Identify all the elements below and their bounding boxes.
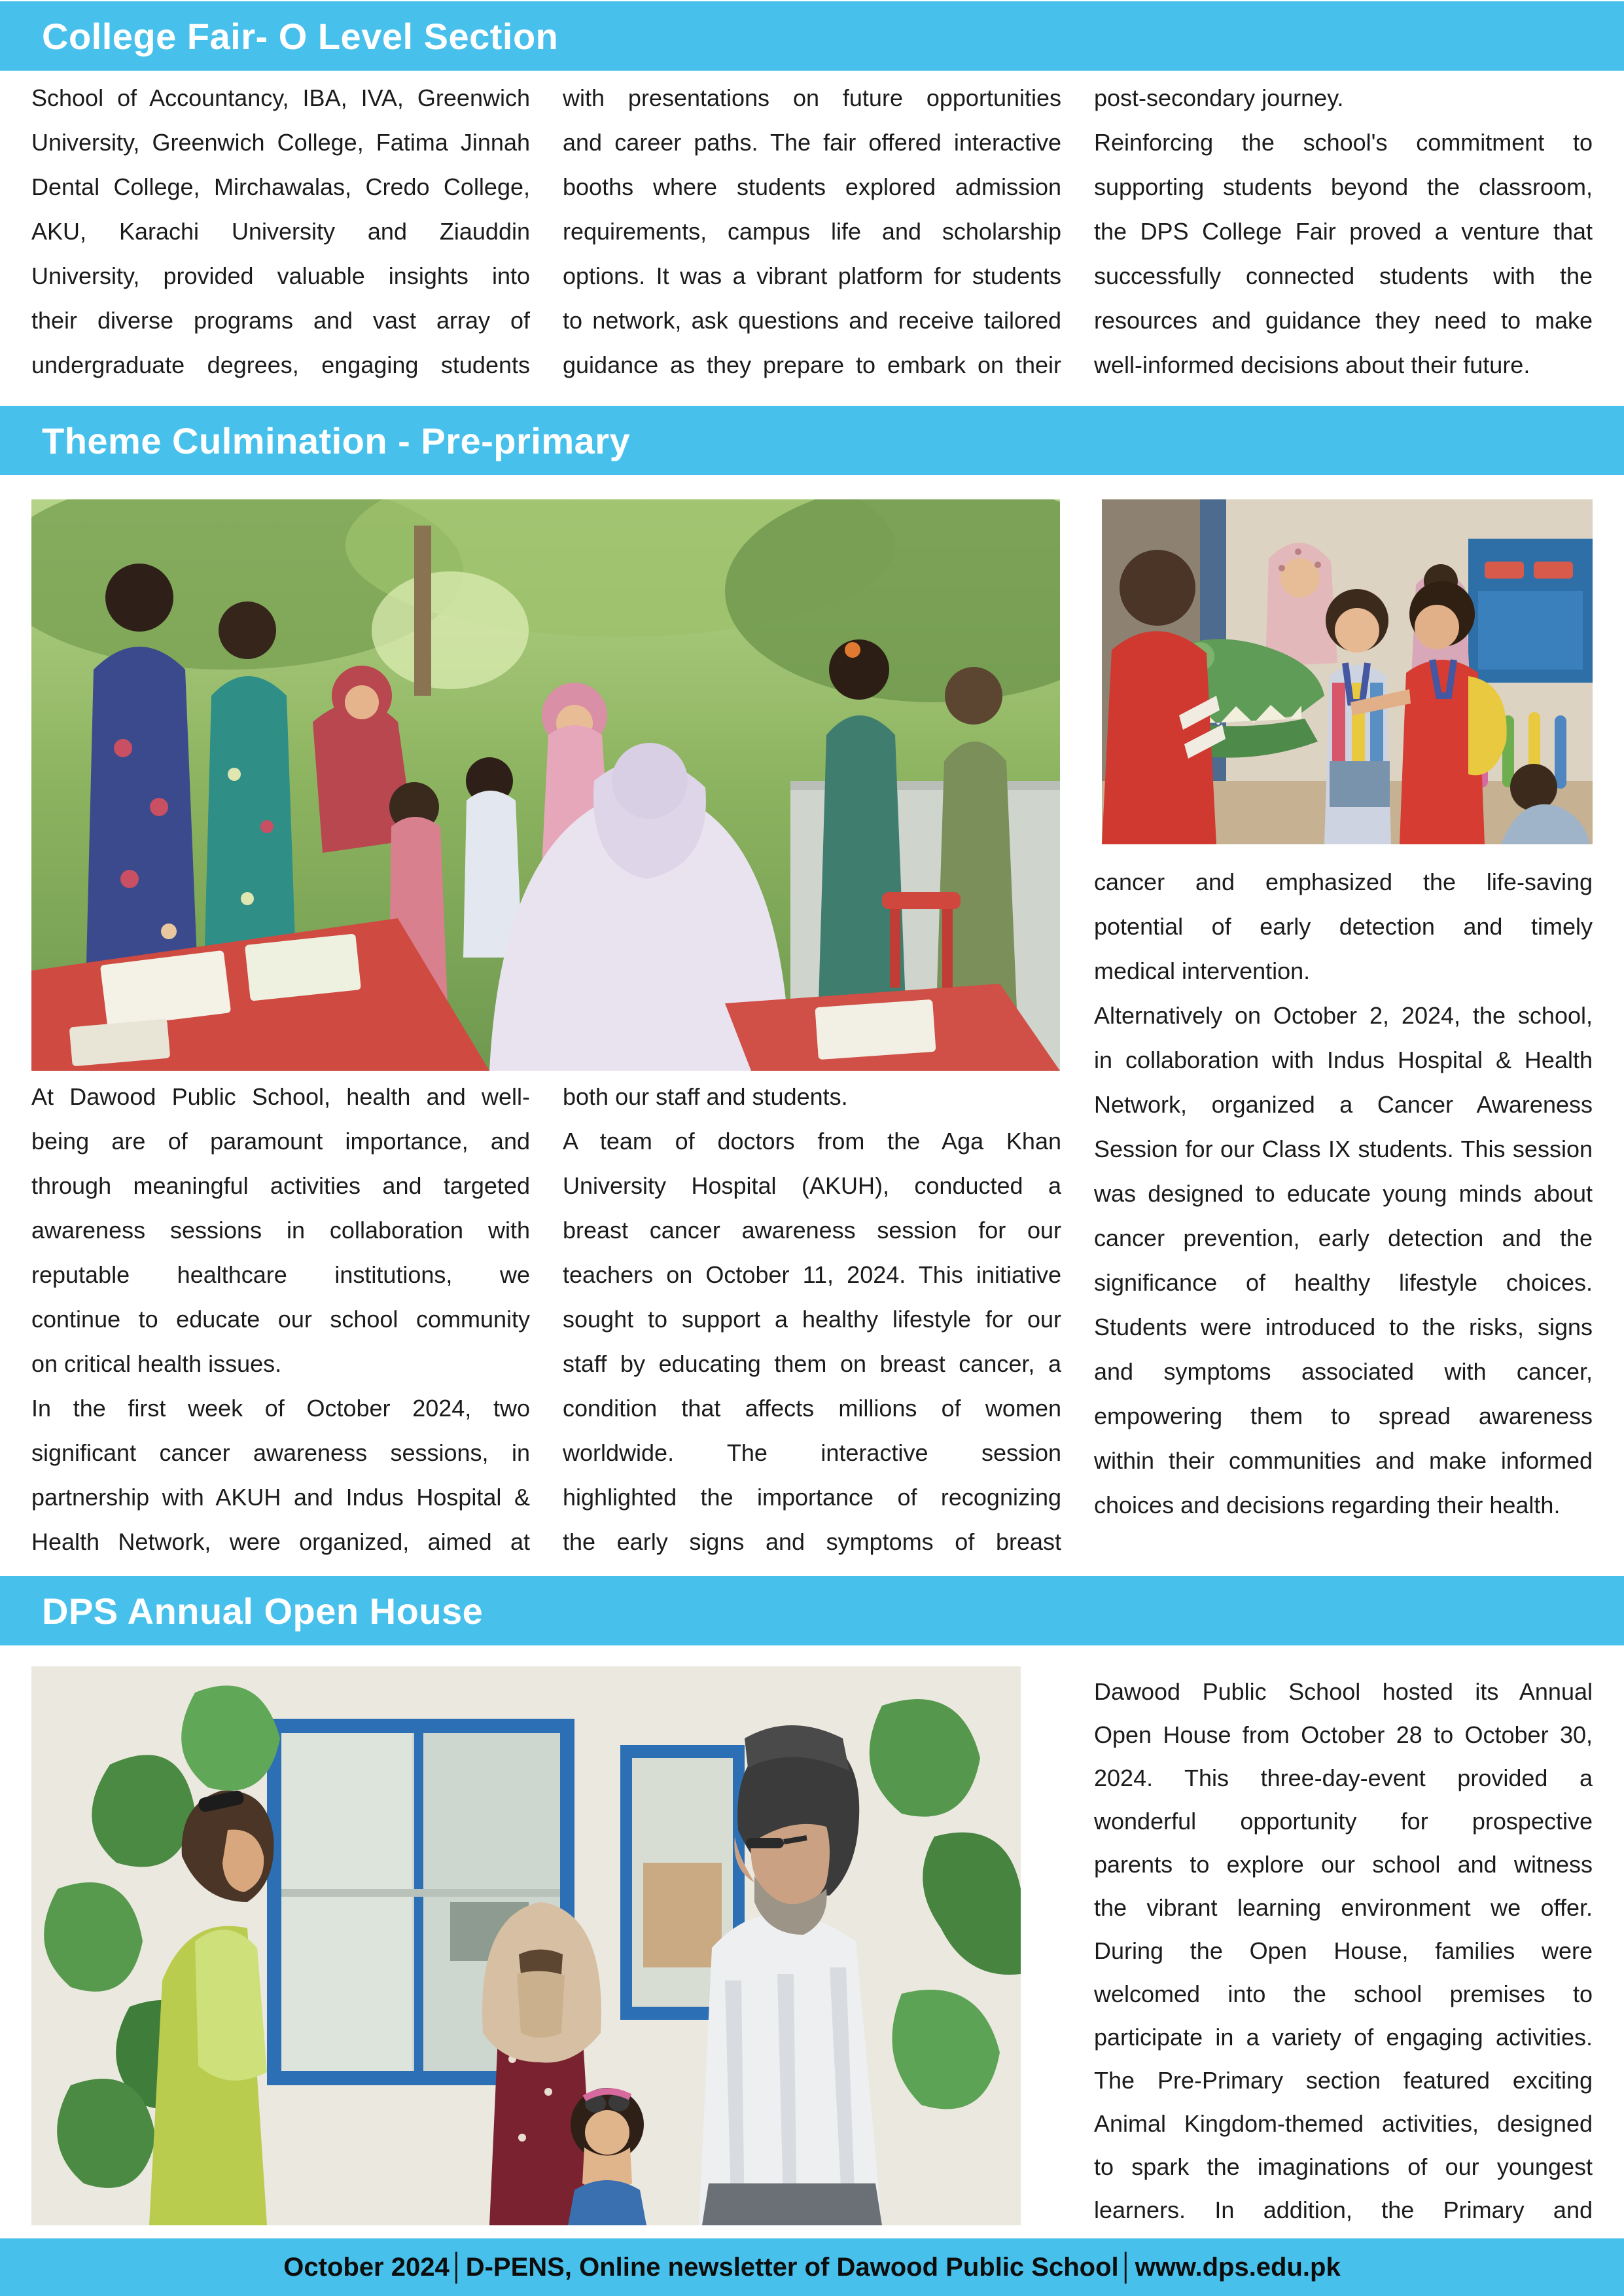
section-title: Theme Culmination - Pre-primary [42, 420, 631, 461]
footer-bar [0, 2238, 1624, 2296]
college-fair-column-3: post-secondary journey. Reinforcing the school's commitment to supporting students beyond the classroom, the DPS College Fair proved a venture that successfully connected students with the resources and guidance they need to make well-informed decisions about their future. [1094, 84, 1593, 378]
footer-text: October 2024│D-PENS, Online newsletter of Dawood Public School│www.dps.edu.pk [283, 2252, 1341, 2282]
section-title: DPS Annual Open House [42, 1590, 484, 1632]
section-header-college-fair [0, 1, 1624, 71]
section-header-open-house [0, 1576, 1624, 1645]
theme-culmination-photo-main [31, 499, 1060, 1071]
college-fair-column-1: School of Accountancy, IBA, IVA, Greenwich University, Greenwich College, Fatima Jinnah Dental College, Mirchawalas, Credo College, AKU, Karachi University and Ziauddin University, provided valuable insights into their diverse programs and vast array of undergraduate degrees, engaging students [31, 84, 530, 378]
open-house-photo-image [31, 1666, 1021, 2225]
theme-culmination-photo-crocodile [1102, 499, 1593, 844]
theme-culmination-photo-crocodile-image [1102, 499, 1593, 844]
health-column-2: both our staff and students. A team of doctors from the Aga Khan University Hospital (AKUH), conducted a breast cancer awareness session for our teachers on October 11, 2024. This initiative sought to support a healthy lifestyle for our staff by educating them on breast cancer, a condition that affects millions of women worldwide. The interactive session highlighted the importance of recognizing the early signs and symptoms of breast [563, 1083, 1061, 1555]
open-house-photo [31, 1666, 1021, 2225]
open-house-column: Dawood Public School hosted its Annual Open House from October 28 to October 30, 2024. This three-day-event provided a wonderful opportunity for prospective parents to explore our school and witness the vibrant learning environment we offer. During the Open House, families were welcomed into the school premises to participate in a variety of engaging activities. The Pre-Primary section featured exciting Animal Kingdom-themed activities, designed to spark the imaginations of our youngest learners. In addition, the Primary and [1094, 1678, 1593, 2223]
college-fair-column-2: with presentations on future opportunities and career paths. The fair offered interactive booths where students explored admission requirements, campus life and scholarship options. It was a vibrant platform for students to network, ask questions and receive tailored guidance as they prepare to embark on their [563, 84, 1061, 378]
theme-culmination-photo-main-image [31, 499, 1060, 1071]
health-column-1: At Dawood Public School, health and well- being are of paramount importance, and through meaningful activities and targeted awareness sessions in collaboration with reputable healthcare institutions, we continue to educate our school community on critical health issues. In the first week of October 2024, two significant cancer awareness sessions, in partnership with AKUH and Indus Hospital & Health Network, were organized, aimed at [31, 1083, 530, 1555]
health-column-3: cancer and emphasized the life-saving potential of early detection and timely medical intervention. Alternatively on October 2, 2024, the school, in collaboration with Indus Hospital & Health Network, organized a Cancer Awareness Session for our Class IX students. This session was designed to educate young minds about cancer prevention, early detection and the significance of healthy lifestyle choices. Students were introduced to the risks, signs and symptoms associated with cancer, empowering them to spread awareness within their communities and make informed choices and decisions regarding their health. [1094, 869, 1593, 1518]
section-header-theme-culmination [0, 406, 1624, 475]
section-title: College Fair- O Level Section [42, 15, 559, 57]
